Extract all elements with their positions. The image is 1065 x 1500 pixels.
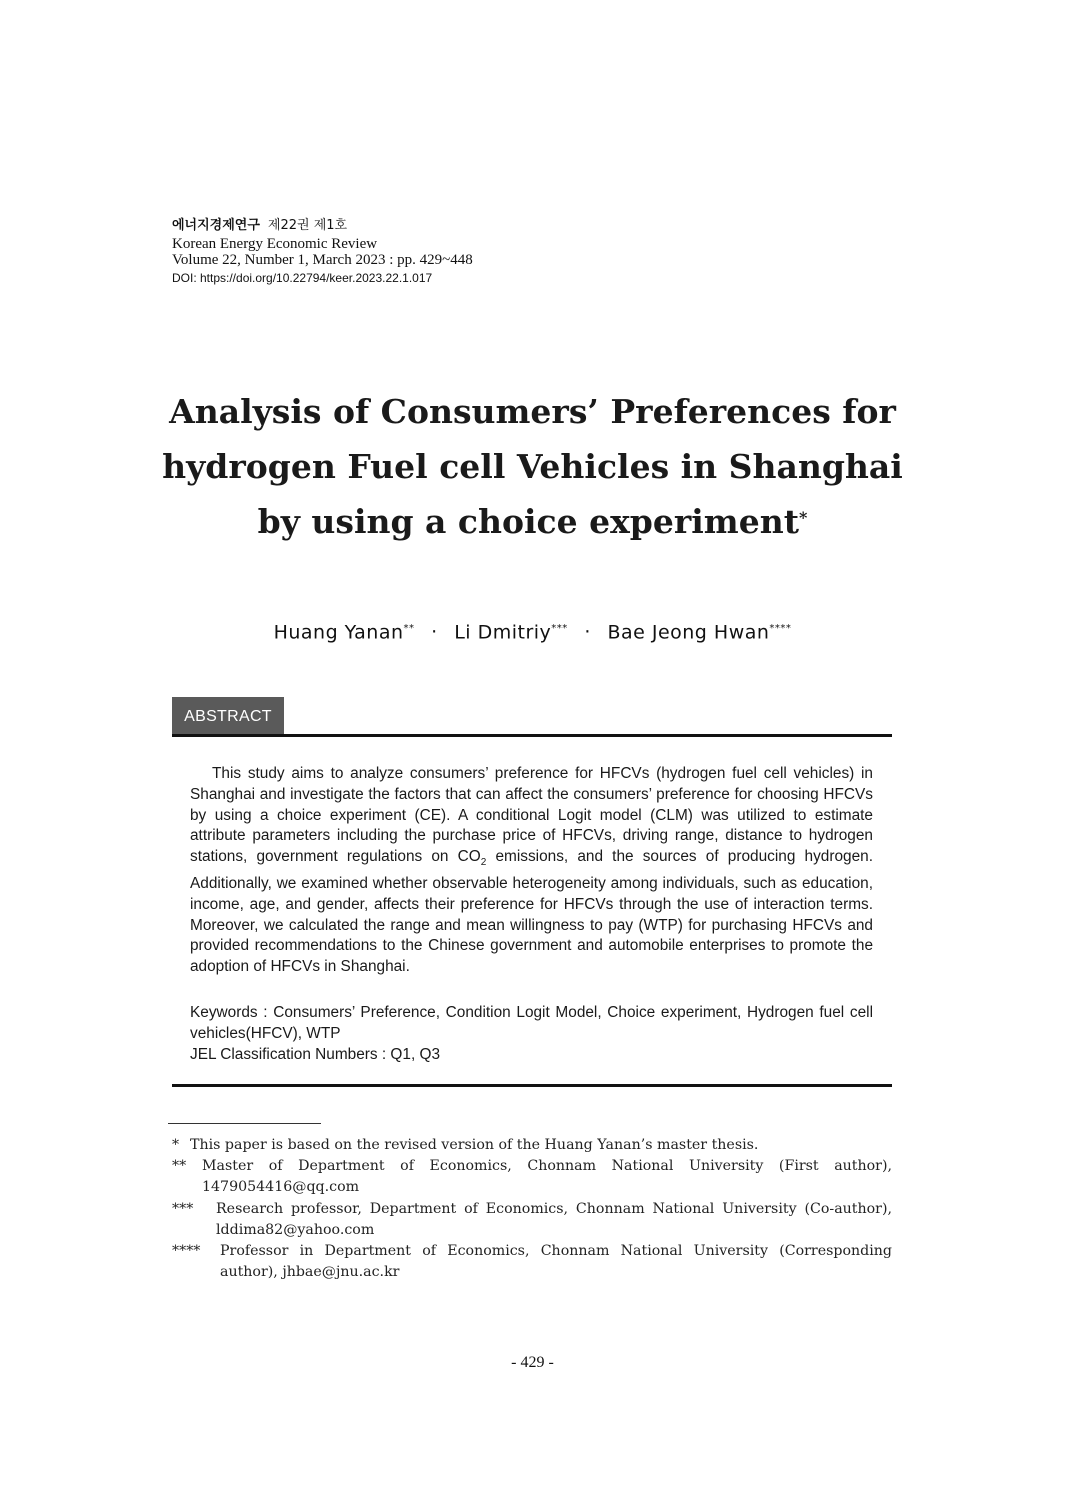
abstract-top-rule [172,734,892,737]
author-3-mark: **** [769,623,792,634]
jel-classification: JEL Classification Numbers : Q1, Q3 [190,1045,441,1063]
author-separator-2: · [584,621,591,644]
page-number: - 429 - [511,1354,554,1371]
keywords-block [190,1003,873,1065]
footnote-2-text: Master of Department of Economics, Chonnam National University (First author), 1479054416@qq.com [202,1158,892,1196]
author-1-mark: ** [403,623,415,634]
abstract-heading: ABSTRACT [172,697,284,735]
footnote-divider [168,1123,321,1124]
abstract-body [190,764,873,978]
journal-korean-volume: 제22권 제1호 [267,218,348,233]
title-line-1: Analysis of Consumers’ Preferences for [169,392,896,431]
footnote-2 [172,1156,892,1198]
abstract-bottom-rule [172,1084,892,1087]
doi-link[interactable]: DOI: https://doi.org/10.22794/keer.2023.22.1.017 [172,271,433,285]
footnote-1 [172,1135,892,1156]
footnotes [172,1135,892,1283]
author-2-mark: *** [551,623,568,634]
abstract-co2-subscript: 2 [480,857,487,869]
journal-english-name: Korean Energy Economic Review [172,236,378,252]
journal-header [172,216,772,287]
abstract-text-part-2: emissions, and the sources of producing hydrogen. Additionally, we examined whether observable heterogeneity among individuals, such as education, income, age, and gender, affects their preference for HFCVs through the use of interaction terms. Moreover, we calculated the range and mean willingness to pay (WTP) for purchasing HFCVs and provided recommendations to the Chinese government and automobile enterprises to promote the adoption of HFCVs in Shanghai. [190,848,873,976]
journal-volume-line: Volume 22, Number 1, March 2023 : pp. 429~448 [172,252,473,268]
title-line-3 [160,494,905,549]
title-line-2: hydrogen Fuel cell Vehicles in Shanghai [162,447,903,486]
author-separator-1: · [431,621,438,644]
author-list [160,614,905,647]
abstract-text-part-1: This study aims to analyze consumers’ preference for HFCVs (hydrogen fuel cell vehicles) in Shanghai and investigate the factors that can affect the consumers’ preference for choosing HFCVs by using a choice experiment (CE). A conditional Logit model (CLM) was utilized to estimate attribute parameters including the purchase price of HFCVs, driving range, distance to hydrogen stations, government regulations on CO [190,765,873,866]
keywords: Keywords : Consumers’ Preference, Condition Logit Model, Choice experiment, Hydrogen fuel cell vehicles(HFCV), WTP [190,1004,873,1042]
journal-korean-line [172,216,772,236]
author-1-name: Huang Yanan [273,621,404,644]
footnote-2-mark: ** [172,1158,187,1175]
journal-korean-name: 에너지경제연구 [172,218,260,233]
author-3-name: Bae Jeong Hwan [607,621,770,644]
title-line-3-text: by using a choice experiment [257,502,799,541]
footnote-1-text: This paper is based on the revised version of the Huang Yanan’s master thesis. [190,1137,759,1153]
footnote-4 [172,1241,892,1283]
paper-title [160,384,905,549]
footnote-4-text: Professor in Department of Economics, Chonnam National University (Corresponding author), jhbae@jnu.ac.kr [220,1243,892,1281]
footnote-1-mark: * [172,1137,180,1153]
footnote-3 [172,1199,892,1241]
author-2-name: Li Dmitriy [454,621,552,644]
title-footnote-mark: * [798,508,808,527]
footnote-4-mark: **** [172,1243,201,1260]
footnote-3-text: Research professor, Department of Economics, Chonnam National University (Co-author), lddima82@yahoo.com [216,1200,892,1238]
footnote-3-mark: *** [172,1200,194,1217]
